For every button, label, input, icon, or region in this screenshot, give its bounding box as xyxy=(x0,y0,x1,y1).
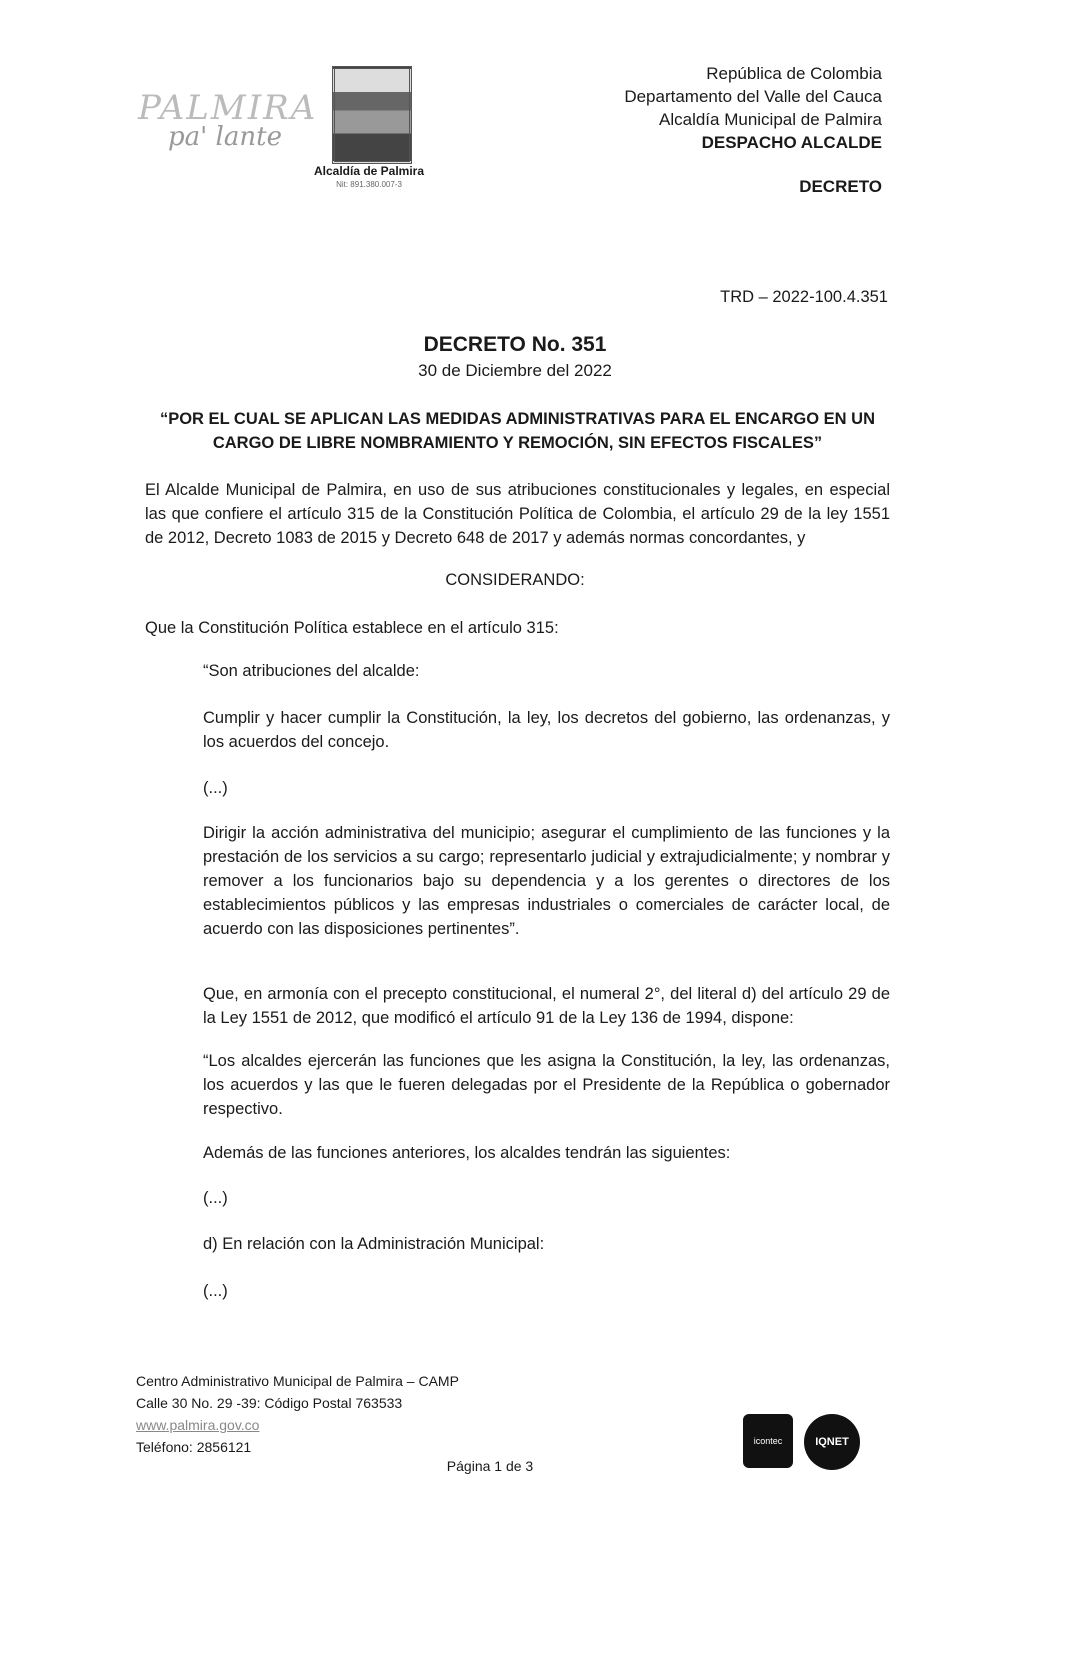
decree-subtitle xyxy=(130,407,905,455)
quote-paragraph: “Los alcaldes ejercerán las funciones que les asigna la Constitución, la ley, las ordenanzas, los acuerdos y las que le fueren delegadas por el Presidente de la República o gobernador respectivo. xyxy=(203,1052,890,1118)
header-line: Departamento del Valle del Cauca xyxy=(624,87,882,106)
slogan-line1: PALMIRA xyxy=(138,88,318,128)
quote-paragraph: Además de las funciones anteriores, los alcaldes tendrán las siguientes: xyxy=(203,1144,731,1162)
nit: Nit: 891.380.007-3 xyxy=(336,180,402,189)
paragraph: Que la Constitución Política establece en el artículo 315: xyxy=(145,619,559,637)
entity-name: Alcaldía de Palmira xyxy=(313,164,425,178)
footer-line: Calle 30 No. 29 -39: Código Postal 763533 xyxy=(136,1395,403,1411)
decree-title: DECRETO No. 351 xyxy=(423,333,607,356)
footer-phone: Teléfono: 2856121 xyxy=(136,1439,252,1455)
quote-paragraph: d) En relación con la Administración Municipal: xyxy=(203,1235,545,1253)
quote-paragraph: “Son atribuciones del alcalde: xyxy=(203,662,420,680)
ellipsis: (...) xyxy=(203,779,228,797)
icontec-seal: icontec xyxy=(743,1414,793,1468)
trd-code: TRD – 2022-100.4.351 xyxy=(720,288,888,306)
considerando-heading: CONSIDERANDO: xyxy=(445,571,585,589)
subtitle-line: “POR EL CUAL SE APLICAN LAS MEDIDAS ADMINISTRATIVAS PARA EL ENCARGO EN UN xyxy=(159,410,876,428)
header-block xyxy=(624,62,882,154)
palmira-slogan-logo xyxy=(138,88,318,168)
footer-line: Centro Administrativo Municipal de Palmira – CAMP xyxy=(136,1373,459,1389)
quote-paragraph: Dirigir la acción administrativa del municipio; asegurar el cumplimiento de las funciones y la prestación de los servicios a su cargo; representarlo judicial y extrajudicialmente; y nombrar y remover a los funcionarios bajo su dependencia y a los gerentes o directores de los establecimientos públicos y las empresas industriales o comerciales de carácter local, de acuerdo con las disposiciones pertinentes”. xyxy=(203,824,890,938)
doc-type: DECRETO xyxy=(799,177,882,196)
iqnet-seal: IQNET xyxy=(804,1414,860,1470)
quote-paragraph: Que, en armonía con el precepto constitucional, el numeral 2°, del literal d) del artículo 29 de la Ley 1551 de 2012, que modificó el artículo 91 de la Ley 136 de 1994, dispone: xyxy=(203,985,890,1027)
office-name: DESPACHO ALCALDE xyxy=(701,133,882,152)
intro-paragraph: El Alcalde Municipal de Palmira, en uso de sus atribuciones constitucionales y legales, en especial las que confiere el artículo 315 de la Constitución Política de Colombia, el artículo 29 de la ley 1551 de 2012, Decreto 1083 de 2015 y Decreto 648 de 2017 y además normas concordantes, y xyxy=(145,481,890,547)
slogan-line2: pa' lante xyxy=(168,122,282,152)
ellipsis: (...) xyxy=(203,1189,228,1207)
footer-address xyxy=(136,1370,459,1458)
website-link[interactable]: www.palmira.gov.co xyxy=(136,1417,260,1433)
page-number: Página 1 de 3 xyxy=(446,1458,534,1474)
coat-of-arms-logo xyxy=(332,66,412,164)
header-line: República de Colombia xyxy=(706,64,882,83)
ellipsis: (...) xyxy=(203,1282,228,1300)
header-line: Alcaldía Municipal de Palmira xyxy=(659,110,882,129)
subtitle-line: CARGO DE LIBRE NOMBRAMIENTO Y REMOCIÓN, SIN EFECTOS FISCALES” xyxy=(212,434,823,452)
quote-paragraph: Cumplir y hacer cumplir la Constitución, la ley, los decretos del gobierno, las ordenanzas, y los acuerdos del concejo. xyxy=(203,709,890,751)
decree-date: 30 de Diciembre del 2022 xyxy=(418,361,612,380)
